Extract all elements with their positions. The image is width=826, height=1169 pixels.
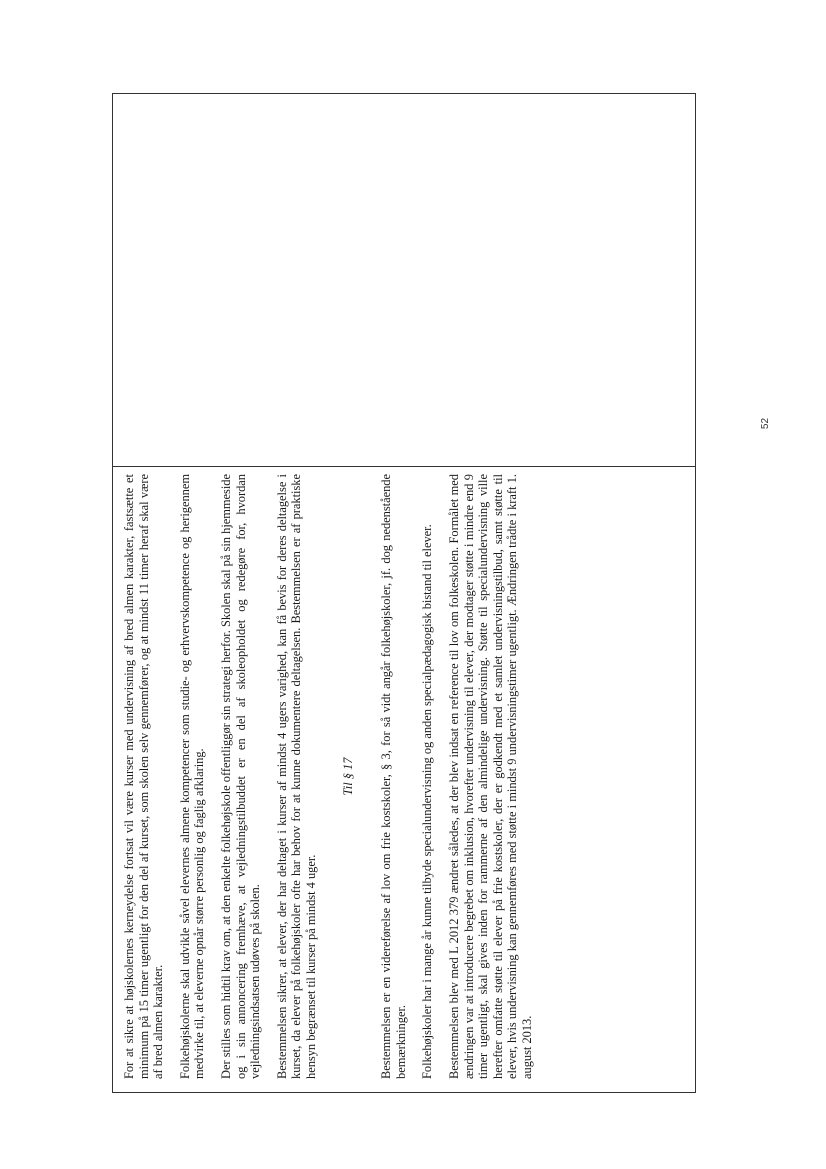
rotated-text-column [112, 466, 696, 1093]
paragraph-7: Bestemmelsen blev med L 2012 379 ændret således, at der blev indsat en reference til lov om folkeskolen. Formålet med ændringen var at introducere begrebet om inklusion, hvorefter undervisning til elever, der modtager støtte i mindre end 9 timer ugentligt, skal gives inden for rammerne af den almindelige undervisning. Støtte til specialundervisning ville herefter omfatte støtte til elever på frie kostskoler, der er godkendt med et samlet undervisningstilbud, samt støtte til elever, hvis undervisning kan gennemføres med støtte i mindst 9 undervisningstimer ugentligt. Ændringen trådte i kraft 1. august 2013. [446, 474, 534, 1079]
paragraph-6: Folkehøjskoler har i mange år kunne tilbyde specialundervisning og anden specialpædagogisk bistand til elever. [420, 524, 435, 1079]
section-heading: Til § 17 [340, 757, 355, 796]
page-number: 52 [760, 417, 772, 430]
paragraph-3: Der stilles som hidtil krav om, at den enkelte folkehøjskole offentliggør sin strategi herfor. Skolen skal på sin hjemmeside og i sin annoncering fremhæve, at vejledningstilbuddet er en del af skoleopholdet og redegøre for, hvordan vejledningsindsatsen udøves på skolen. [218, 474, 263, 1079]
paragraph-2: Folkehøjskolerne skal udvikle såvel elevernes almene kompetencer som studie- og erhvervskompetence og herigennem medvirke til, at eleverne opnår større personlig og faglig afklaring. [177, 474, 207, 1079]
paragraph-1: For at sikre at højskolernes kerneydelse fortsat vil være kurser med undervisning af bred almen karakter, fastsætte et minimum på 15 timer ugentligt for den del af kurset, som skolen selv gennemfører, og at mindst 11 timer heraf skal være af bred almen karakter. [122, 474, 166, 1079]
paragraph-5: Bestemmelsen er en videreførelse af lov om frie kostskoler, § 3, for så vidt angår folkehøjskoler, jf. dog nedenstående bemærkninger. [379, 474, 408, 1079]
paragraph-4: Bestemmelsen sikrer, at elever, der har deltaget i kurser af mindst 4 ugers varighed, kan få bevis for deres deltagelse i kurset, da elever på folkehøjskoler ofte har behov for at kunne dokumentere deltagelsen. Bestemmelsen er af praktiske hensyn begrænset til kurser på mindst 4 uger. [274, 474, 318, 1079]
